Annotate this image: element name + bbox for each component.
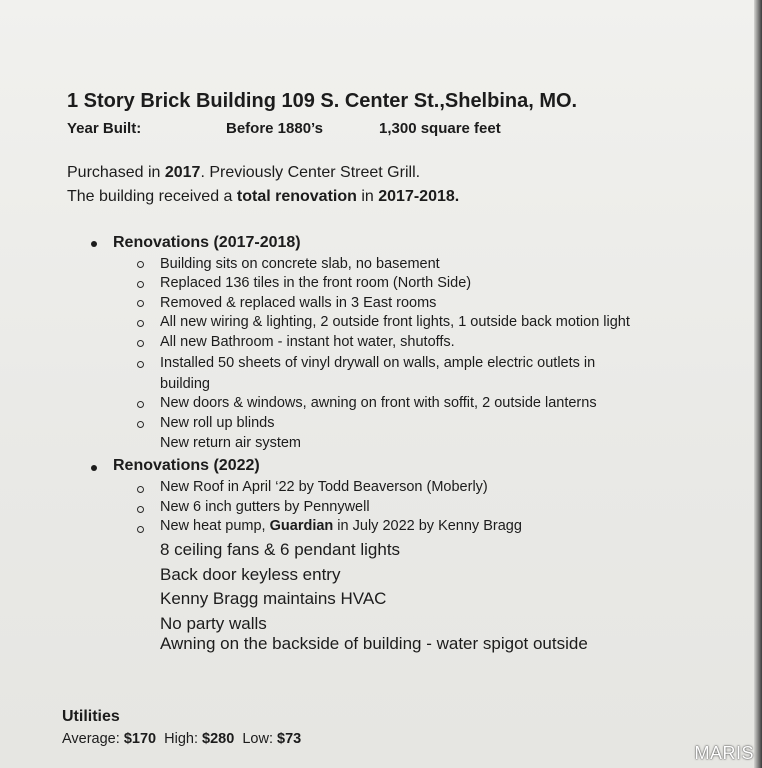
circle-bullet-icon — [137, 300, 144, 307]
utilities-line: Average: $170 High: $280 Low: $73 — [62, 731, 302, 747]
circle-bullet-icon — [137, 526, 144, 533]
reno2-extra-item: No party walls — [160, 614, 267, 633]
renovations-2017-heading: Renovations (2017-2018) — [113, 234, 301, 251]
bullet-icon — [91, 465, 97, 471]
circle-bullet-icon — [137, 401, 144, 408]
reno1-item: New roll up blinds — [160, 415, 275, 431]
reno1-item: Building sits on concrete slab, no basement — [160, 256, 440, 272]
reno1-item: Installed 50 sheets of vinyl drywall on walls, ample electric outlets in — [160, 355, 596, 371]
circle-bullet-icon — [137, 361, 144, 368]
reno2-item: New 6 inch gutters by Pennywell — [160, 499, 370, 515]
reno1-item: All new wiring & lighting, 2 outside front lights, 1 outside back motion light — [160, 314, 630, 330]
reno1-item: New return air system — [160, 435, 302, 451]
circle-bullet-icon — [137, 506, 144, 513]
year-built-label: Year Built: — [67, 120, 142, 137]
year-built-value: Before 1880’s — [226, 120, 324, 137]
reno2-extra-item: Awning on the backside of building - water spigot outside — [160, 634, 588, 653]
circle-bullet-icon — [137, 320, 144, 327]
reno2-extra-item: Back door keyless entry — [160, 565, 341, 584]
reno1-item: All new Bathroom - instant hot water, shutoffs. — [160, 334, 455, 350]
reno2-item: New Roof in April ‘22 by Todd Beaverson (Moberly) — [160, 479, 488, 495]
utilities-heading: Utilities — [62, 708, 120, 725]
document-title: 1 Story Brick Building 109 S. Center St.,Shelbina, MO. — [67, 90, 578, 112]
circle-bullet-icon — [137, 281, 144, 288]
reno2-extra-item: 8 ceiling fans & 6 pendant lights — [160, 540, 401, 559]
bullet-icon — [91, 241, 97, 247]
reno2-heat-pump-item: New heat pump, Guardian in July 2022 by Kenny Bragg — [160, 518, 522, 534]
reno1-item: New doors & windows, awning on front with soffit, 2 outside lanterns — [160, 395, 597, 411]
page-edge — [754, 0, 762, 768]
intro-line-1: Purchased in 2017. Previously Center Street Grill. — [67, 164, 421, 181]
circle-bullet-icon — [137, 261, 144, 268]
intro-line-2: The building received a total renovation in 2017-2018. — [67, 188, 460, 205]
reno2-extra-item: Kenny Bragg maintains HVAC — [160, 589, 387, 608]
reno1-item-continued: building — [160, 376, 210, 392]
renovations-2022-heading: Renovations (2022) — [113, 457, 260, 474]
circle-bullet-icon — [137, 340, 144, 347]
circle-bullet-icon — [137, 421, 144, 428]
square-feet: 1,300 square feet — [379, 120, 501, 137]
circle-bullet-icon — [137, 486, 144, 493]
reno1-item: Replaced 136 tiles in the front room (North Side) — [160, 275, 472, 291]
maris-watermark: MARIS — [694, 743, 754, 763]
reno1-item: Removed & replaced walls in 3 East rooms — [160, 295, 437, 311]
